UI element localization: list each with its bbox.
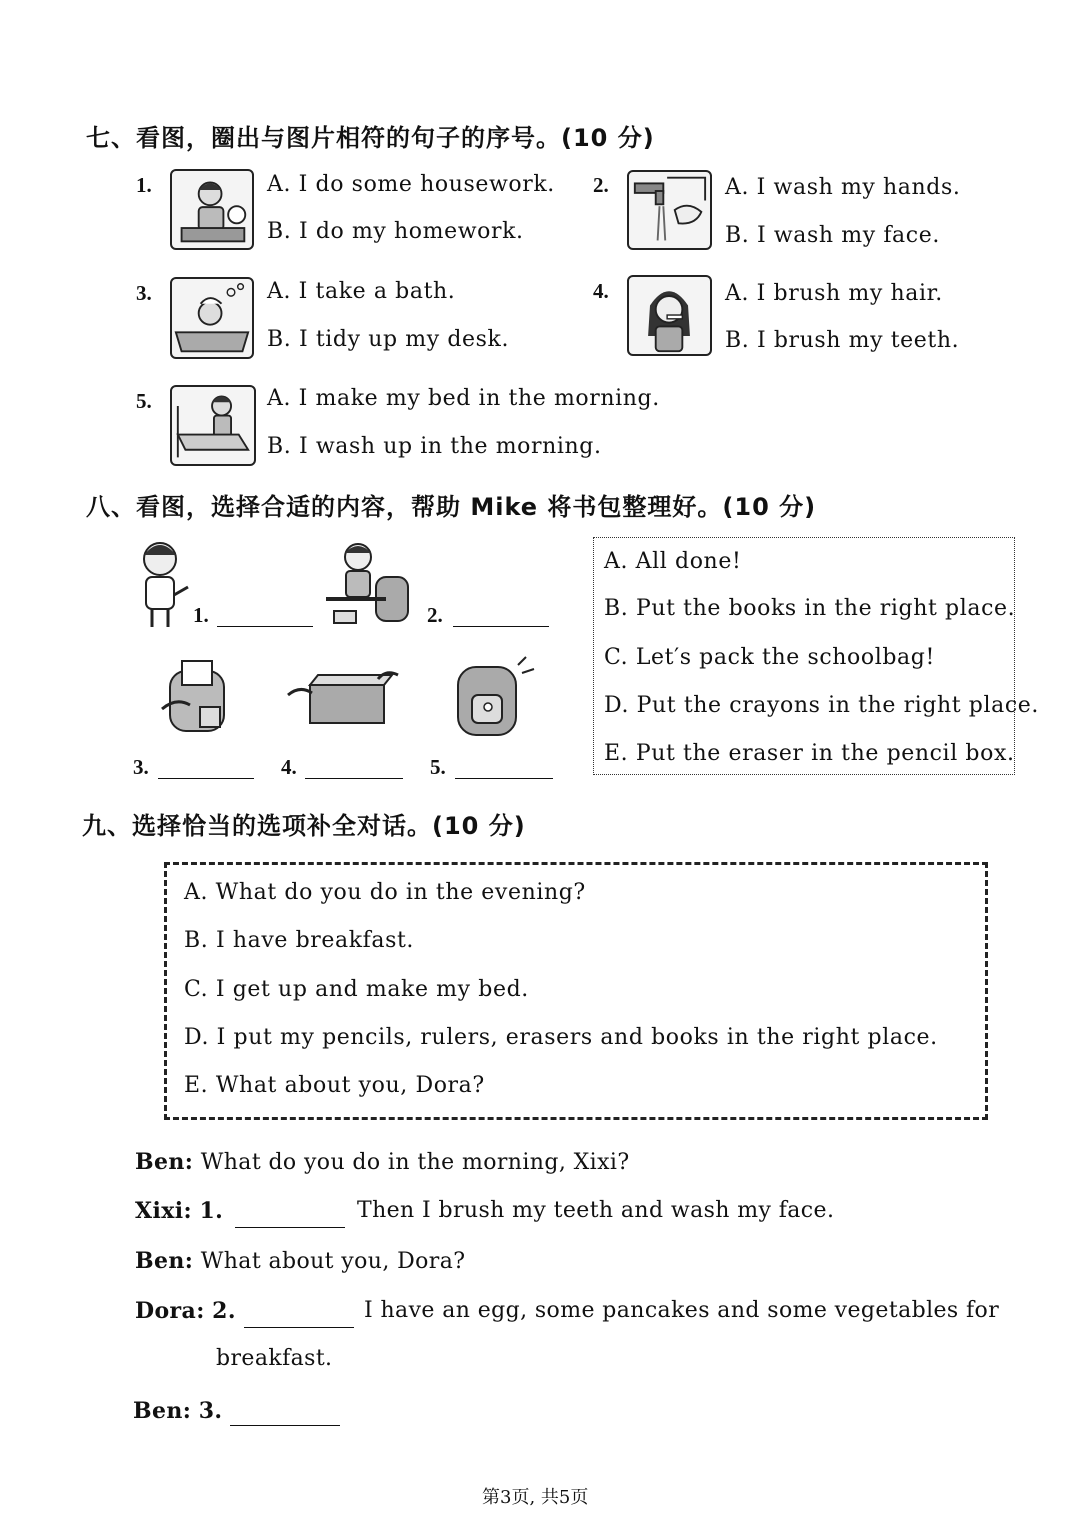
question-number: 4. [593,279,609,303]
speaker: Ben: [135,1248,194,1274]
blank-number: 1. [193,603,209,627]
option-a[interactable]: A. I make my bed in the morning. [267,386,660,411]
option-a[interactable]: A. I brush my hair. [725,281,943,306]
dialogue-line [135,1198,223,1224]
blank-number: 4. [281,755,297,779]
question-number: 1. [136,173,152,197]
section-8-title: 八、看图，选择合适的内容，帮助 Mike 将书包整理好。(10 分) [86,493,817,521]
dialogue-line [133,1398,223,1424]
option-a: A. All done! [604,549,742,574]
pencil-box-picture [286,665,400,733]
dialogue-line [135,1298,236,1324]
question-number: 3. [136,281,152,305]
line-text: I have an egg, some pancakes and some vegetables for [364,1298,1000,1323]
option-a: A. What do you do in the evening? [184,880,586,905]
option-b[interactable]: B. I tidy up my desk. [267,327,510,352]
option-a[interactable]: A. I take a bath. [267,279,456,304]
speaker: Dora: [135,1298,205,1324]
wash-hands-picture [627,170,712,250]
dialogue-line [135,1149,630,1175]
option-d: D. Put the crayons in the right place. [604,693,1039,718]
blank-number: 1. [199,1198,224,1224]
option-c: C. Let′s pack the schoolbag! [604,645,935,670]
option-b: B. I have breakfast. [184,928,415,953]
bath-picture [170,277,254,359]
packing-books-picture [160,657,234,737]
answer-blank[interactable] [455,777,553,779]
option-c: C. I get up and make my bed. [184,977,529,1002]
answer-blank[interactable] [158,777,254,779]
blank-number: 5. [430,755,446,779]
option-a[interactable]: A. I wash my hands. [725,175,961,200]
line-text: What about you, Dora? [200,1249,466,1274]
section-7-title: 七、看图，圈出与图片相符的句子的序号。(10 分) [86,124,655,152]
blank-number: 2. [212,1298,236,1324]
answer-blank[interactable] [217,625,313,627]
answer-blank[interactable] [305,777,403,779]
speaker: Ben: [135,1149,194,1175]
answer-blank[interactable] [235,1226,345,1228]
blank-number: 2. [427,603,443,627]
line-text: Then I brush my teeth and wash my face. [357,1198,835,1223]
line-text: What do you do in the morning, Xixi? [200,1150,630,1175]
blank-number: 3. [133,755,149,779]
option-b[interactable]: B. I brush my teeth. [725,328,960,353]
option-b[interactable]: B. I do my homework. [267,219,524,244]
option-b[interactable]: B. I wash my face. [725,223,940,248]
blank-number: 3. [198,1398,223,1424]
option-e: E. What about you, Dora? [184,1073,485,1098]
page-footer: 第3页, 共5页 [482,1487,589,1508]
dialogue-line [135,1248,465,1274]
question-number: 5. [136,389,152,413]
option-b: B. Put the books in the right place. [604,596,1016,621]
option-b[interactable]: B. I wash up in the morning. [267,434,602,459]
boy-with-schoolbag-picture [322,537,414,629]
speaker: Xixi: [135,1198,193,1224]
make-bed-picture [170,385,256,466]
boy-pointing-picture [130,535,192,630]
option-a[interactable]: A. I do some housework. [267,172,555,197]
section-9-title: 九、选择恰当的选项补全对话。(10 分) [82,812,526,840]
option-d: D. I put my pencils, rulers, erasers and books in the right place. [184,1025,938,1050]
answer-blank[interactable] [453,625,549,627]
full-schoolbag-picture [448,655,536,739]
answer-blank[interactable] [244,1326,354,1328]
answer-blank[interactable] [230,1424,340,1426]
speaker: Ben: [133,1398,192,1424]
option-e: E. Put the eraser in the pencil box. [604,741,1015,766]
brush-teeth-picture [627,275,712,356]
line-text-continued: breakfast. [216,1346,333,1371]
question-number: 2. [593,173,609,197]
housework-picture [170,169,254,250]
